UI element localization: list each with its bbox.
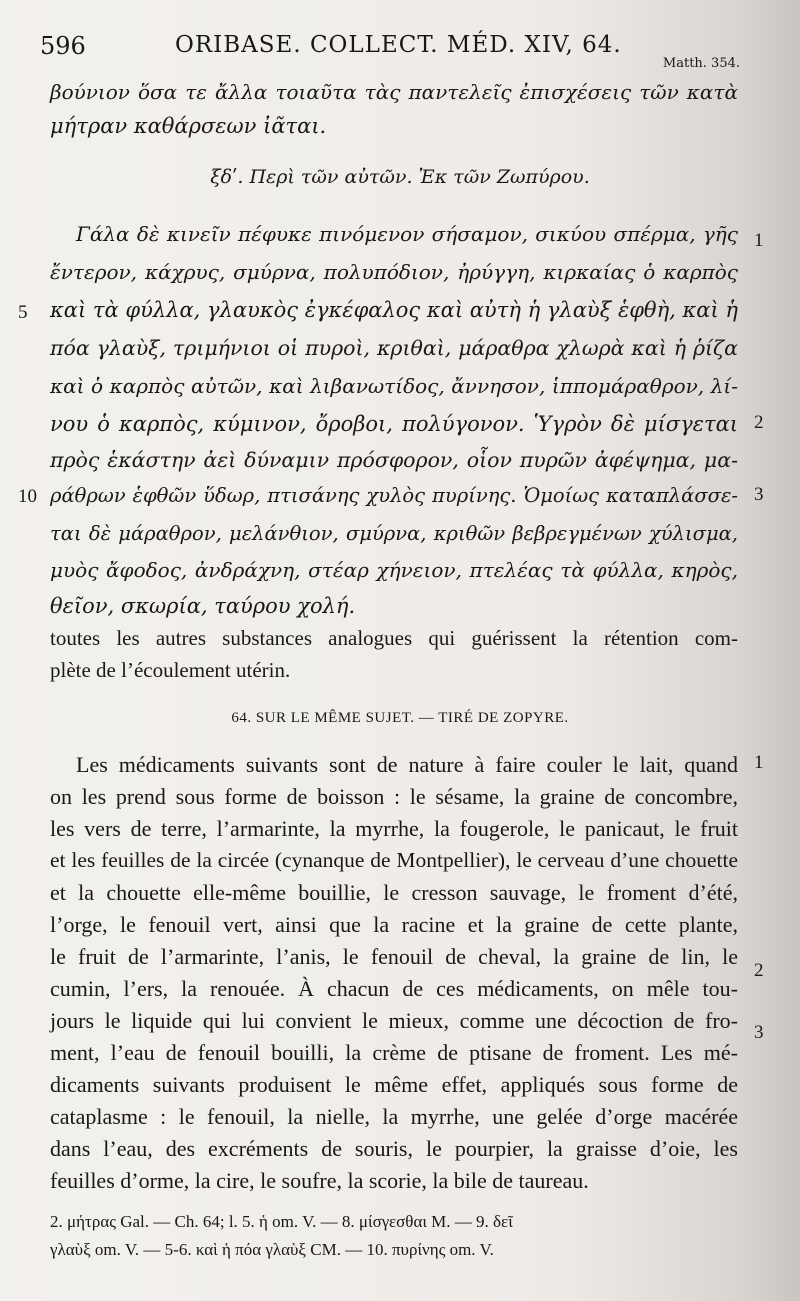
french-body-line: le fruit de l’armarinte, l’anis, le fenouil de cheval, la graine de lin, le: [50, 944, 738, 969]
french-body-line: jours le liquide qui lui convient le mieux, comme une décoction de fro-: [50, 1008, 738, 1033]
french-body-line: les vers de terre, l’armarinte, la myrrhe, la fougerole, le panicaut, le fruit: [50, 816, 738, 841]
french-intro-line: toutes les autres substances analogues qui guérissent la rétention com-: [50, 626, 738, 650]
footnote-line: 2. μήτρας Gal. — Ch. 64; l. 5. ἡ om. V. — 8. μίσγεσθαι M. — 9. δεῖ: [50, 1212, 513, 1231]
greek-body-line: μυὸς ἄφοδος, ἀνδράχνη, στέαρ χήνειον, πτελέας τὰ φύλλα, κηρὸς,: [50, 558, 738, 582]
french-body-line: dans l’eau, des excréments de souris, le pourpier, la graisse d’oie, les: [50, 1136, 738, 1161]
french-intro-line: plète de l’écoulement utérin.: [50, 658, 291, 682]
greek-intro-line: βούνιον ὅσα τε ἄλλα τοιαῦτα τὰς παντελεῖς ἐπισχέσεις τῶν κατὰ: [50, 80, 738, 104]
page-header: [40, 32, 740, 72]
greek-body-line: Γάλα δὲ κινεῖν πέφυκε πινόμενον σήσαμον, σικύου σπέρμα, γῆς: [76, 222, 738, 246]
greek-body-line: πρὸς ἑκάστην ἀεὶ δύναμιν πρόσφορον, οἷον πυρῶν ἀφέψημα, μα-: [50, 448, 738, 472]
french-body-line: cumin, l’ers, la renouée. À chacun de ces médicaments, on mêle tou-: [50, 976, 738, 1001]
margin-note-number: 2: [754, 960, 764, 981]
margin-note-number: 1: [754, 230, 764, 251]
french-body-line: Les médicaments suivants sont de nature à faire couler le lait, quand: [76, 752, 738, 777]
french-body-line: l’orge, le fenouil vert, ainsi que la racine et la graine de cette plante,: [50, 912, 738, 937]
greek-body-line: ἔντερον, κάχρυς, σμύρνα, πολυπόδιον, ἠρύγγη, κιρκαίας ὁ καρπὸς: [50, 260, 738, 284]
greek-body-line: νου ὁ καρπὸς, κύμινον, ὄροβοι, πολύγονον. Ὑγρὸν δὲ μίσγεται: [50, 412, 738, 436]
french-body-line: et les feuilles de la circée (cynanque de Montpellier), le cerveau d’une chouette: [50, 848, 738, 872]
french-body-line: cataplasme : le fenouil, la nielle, la myrrhe, une gelée d’orge macérée: [50, 1104, 738, 1129]
greek-section-heading: ξδʹ. Περὶ τῶν αὐτῶν. Ἐκ τῶν Ζωπύρου.: [210, 166, 590, 188]
footnote-line: γλαὺξ om. V. — 5-6. καὶ ἡ πόα γλαὺξ CM. — 10. πυρίνης om. V.: [50, 1240, 494, 1259]
greek-intro-line: μήτραν καθάρσεων ἰᾶται.: [50, 114, 327, 138]
running-head: ORIBASE. COLLECT. MÉD. XIV, 64.: [175, 32, 622, 58]
french-body-line: dicaments suivants produisent le même effet, appliqués sous forme de: [50, 1072, 738, 1097]
greek-body-line: ράθρων ἑφθῶν ὕδωρ, πτισάνης χυλὸς πυρίνης. Ὁμοίως καταπλάσσε-: [50, 484, 738, 507]
page-number: 596: [40, 32, 86, 60]
french-body-line: et la chouette elle-même bouillie, le cresson sauvage, le froment d’été,: [50, 880, 738, 905]
french-section-heading: 64. SUR LE MÊME SUJET. — TIRÉ DE ZOPYRE.: [231, 710, 569, 726]
greek-body-line: καὶ ὁ καρπὸς αὐτῶν, καὶ λιβανωτίδος, ἄννησον, ἱππομάραθρον, λί-: [50, 374, 738, 398]
margin-note-number: 3: [754, 1022, 764, 1043]
line-number: 10: [18, 486, 37, 507]
line-number: 5: [18, 302, 28, 323]
margin-note-number: 2: [754, 412, 764, 433]
greek-body-line: θεῖον, σκωρία, ταύρου χολή.: [50, 594, 356, 618]
margin-note-number: 1: [754, 752, 764, 773]
edition-reference: Matth. 354.: [662, 56, 740, 71]
french-body-line: on les prend sous forme de boisson : le sésame, la graine de concombre,: [50, 784, 738, 809]
french-body-line: feuilles d’orme, la cire, le soufre, la scorie, la bile de taureau.: [50, 1168, 589, 1193]
greek-body-line: ται δὲ μάραθρον, μελάνθιον, σμύρνα, κριθῶν βεβρεγμένων χύλισμα,: [50, 522, 738, 545]
margin-note-number: 3: [754, 484, 764, 505]
french-body-line: ment, l’eau de fenouil bouilli, la crème de ptisane de froment. Les mé-: [50, 1040, 738, 1065]
greek-body-line: πόα γλαὺξ, τριμήνιοι οἱ πυροὶ, κριθαὶ, μάραθρα χλωρὰ καὶ ἡ ῥίζα: [50, 336, 738, 360]
greek-body-line: καὶ τὰ φύλλα, γλαυκὸς ἐγκέφαλος καὶ αὐτὴ ἡ γλαὺξ ἑφθὴ, καὶ ἡ: [50, 298, 738, 322]
